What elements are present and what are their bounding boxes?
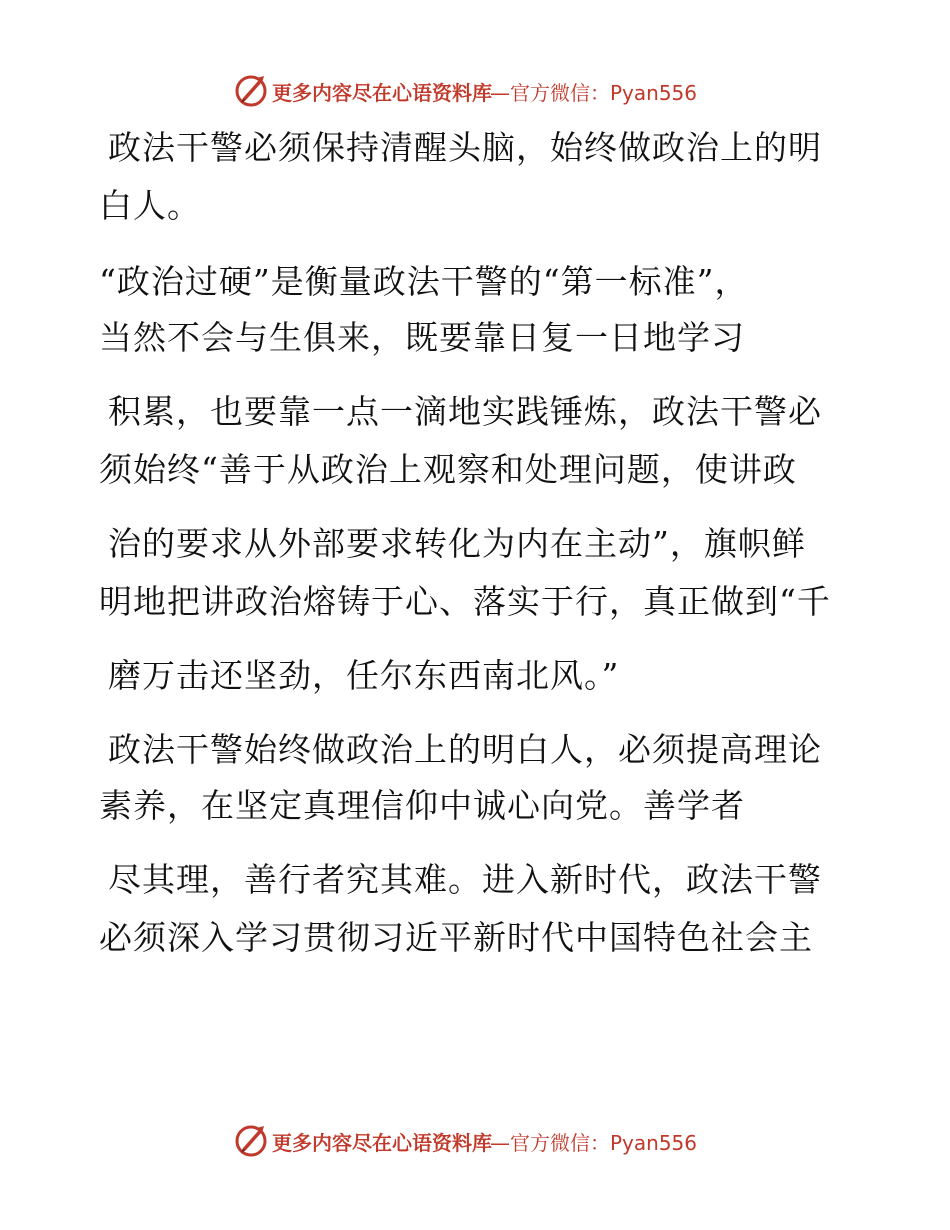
body-line: 明地把讲政治熔铸于心、落实于行，真正做到“千 [99,582,831,621]
banner-contact-text: —官方微信：Pyan556 [490,1131,698,1155]
body-line: 尽其理，善行者究其难。进入新时代，政法干警 [108,860,822,899]
body-line: 治的要求从外部要求转化为内在主动”，旗帜鲜 [108,524,806,563]
body-line: 素养，在坚定真理信仰中诚心向党。善学者 [99,786,745,825]
footer-banner [0,1120,950,1160]
body-line: 白人。 [99,186,201,225]
body-line: 磨万击还坚劲，任尔东西南北风。” [108,656,620,695]
banner-contact-text: —官方微信：Pyan556 [490,81,698,105]
body-line: 须始终“善于从政治上观察和处理问题，使讲政 [99,450,797,489]
body-line: 政法干警始终做政治上的明白人，必须提高理论 [108,730,822,769]
body-line: 积累，也要靠一点一滴地实践锤炼，政法干警必 [108,392,822,431]
quill-logo-icon [233,72,269,108]
body-line: 政法干警必须保持清醒头脑，始终做政治上的明 [108,128,822,167]
body-line: “政治过硬”是衡量政法干警的“第一标准”， [99,262,749,301]
body-line: 必须深入学习贯彻习近平新时代中国特色社会主 [99,918,813,957]
body-line: 当然不会与生俱来，既要靠日复一日地学习 [99,318,745,357]
banner-brand-text: 更多内容尽在心语资料库 [272,1131,492,1155]
header-banner [0,70,950,110]
quill-logo-icon [233,1122,269,1158]
banner-brand-text: 更多内容尽在心语资料库 [272,81,492,105]
